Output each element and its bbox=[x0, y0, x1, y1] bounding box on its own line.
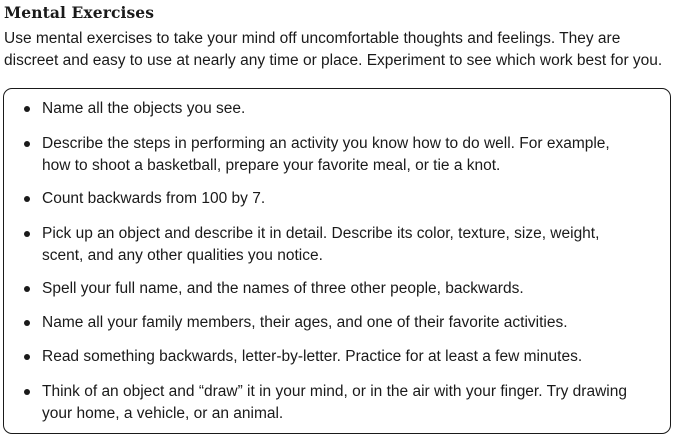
bullet-icon bbox=[24, 231, 30, 237]
section-heading: Mental Exercises bbox=[4, 3, 155, 22]
list-item bbox=[4, 381, 644, 424]
list-item-text: Spell your full name, and the names of three other people, backwards. bbox=[42, 280, 524, 297]
bullet-icon bbox=[24, 354, 30, 360]
bullet-icon bbox=[24, 286, 30, 292]
list-item-text: Name all the objects you see. bbox=[42, 100, 246, 117]
list-item bbox=[4, 188, 644, 210]
list-item bbox=[4, 98, 644, 120]
list-item-text: Read something backwards, letter-by-letter. Practice for at least a few minutes. bbox=[42, 348, 583, 365]
bullet-icon bbox=[24, 320, 30, 326]
list-item bbox=[4, 223, 644, 266]
list-item bbox=[4, 278, 644, 300]
list-item-text: Describe the steps in performing an activity you know how to do well. For example, how to shoot a basketball, prepare your favorite meal, or tie a knot. bbox=[42, 135, 610, 174]
exercise-list-box bbox=[3, 88, 671, 434]
list-item bbox=[4, 312, 644, 334]
list-item bbox=[4, 346, 644, 368]
intro-paragraph: Use mental exercises to take your mind off uncomfortable thoughts and feelings. They are discreet and easy to use at nearly any time or place. Experiment to see which work best for you. bbox=[4, 30, 663, 69]
bullet-icon bbox=[24, 196, 30, 202]
bullet-icon bbox=[24, 141, 30, 147]
list-item-text: Count backwards from 100 by 7. bbox=[42, 190, 266, 207]
list-item bbox=[4, 133, 644, 176]
list-item-text: Name all your family members, their ages, and one of their favorite activities. bbox=[42, 314, 568, 331]
list-item-text: Think of an object and “draw” it in your mind, or in the air with your finger. Try drawing your home, a vehicle, or an animal. bbox=[42, 383, 627, 422]
list-item-text: Pick up an object and describe it in detail. Describe its color, texture, size, weight, scent, and any other qualities you notice. bbox=[42, 225, 600, 264]
bullet-icon bbox=[24, 106, 30, 112]
bullet-icon bbox=[24, 389, 30, 395]
